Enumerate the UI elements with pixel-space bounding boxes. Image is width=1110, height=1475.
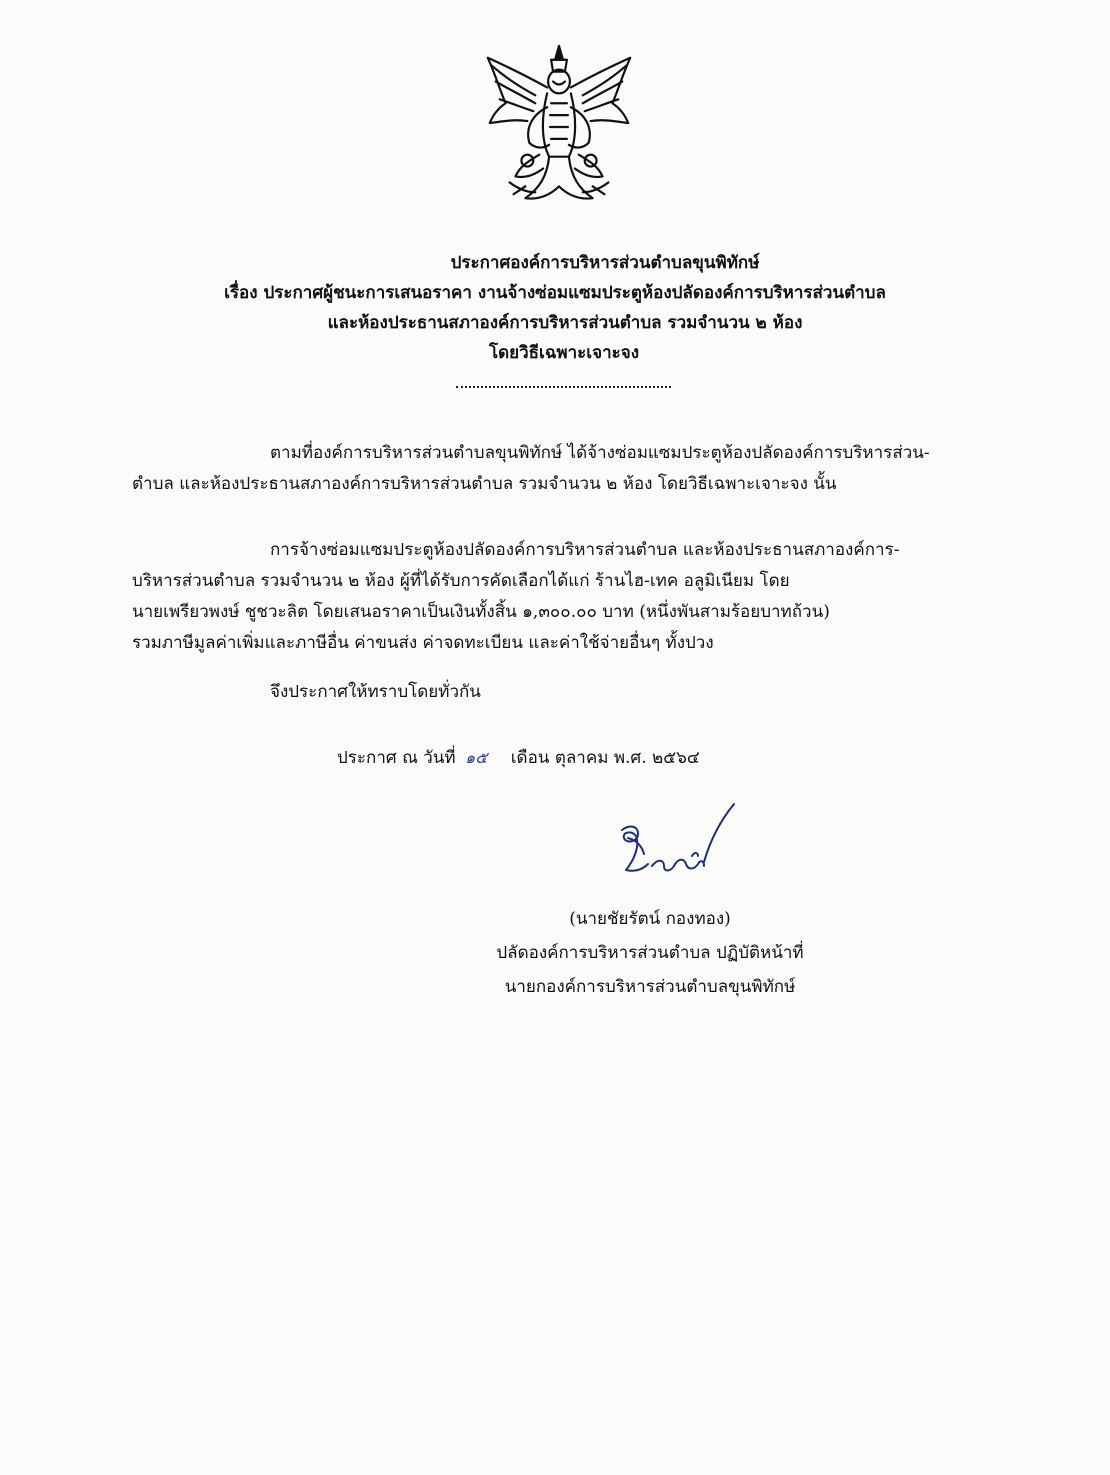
paragraph-1-line-1: ตามที่องค์การบริหารส่วนตำบลขุนพิทักษ์ ได้จ้างซ่อมแซมประตูห้องปลัดองค์การบริหารส่วน- — [270, 443, 930, 463]
announcement-header — [0, 248, 1110, 368]
announcement-method: โดยวิธีเฉพาะเจาะจง — [488, 343, 640, 363]
date-month: ตุลาคม — [554, 748, 609, 768]
date-year: พ.ศ. ๒๕๖๔ — [613, 748, 700, 768]
date-day-handwritten: ๑๕ — [465, 748, 488, 767]
closing-statement: จึงประกาศให้ทราบโดยทั่วกัน — [270, 682, 481, 702]
signatory-name: (นายชัยรัตน์ กองทอง) — [569, 909, 731, 929]
paragraph-2-line-2: บริหารส่วนตำบล รวมจำนวน ๒ ห้อง ผู้ที่ได้รับการคัดเลือกได้แก่ ร้านไฮ-เทค อลูมิเนียม โดย — [132, 571, 790, 591]
signatory-block — [470, 902, 830, 1004]
paragraph-2-line-1: การจ้างซ่อมแซมประตูห้องปลัดองค์การบริหารส่วนตำบล และห้องประธานสภาองค์การ- — [270, 540, 900, 560]
handwritten-signature — [608, 800, 748, 890]
signatory-title-1: ปลัดองค์การบริหารส่วนตำบล ปฏิบัติหน้าที่ — [496, 943, 804, 963]
paragraph-2-line-4: รวมภาษีมูลค่าเพิ่มและภาษีอื่น ค่าขนส่ง ค่าจดทะเบียน และค่าใช้จ่ายอื่นๆ ทั้งปวง — [132, 633, 714, 653]
announcement-subject-cont: และห้องประธานสภาองค์การบริหารส่วนตำบล รวมจำนวน ๒ ห้อง — [327, 313, 803, 333]
announcement-title: ประกาศองค์การบริหารส่วนตำบลขุนพิทักษ์ — [450, 253, 760, 273]
paragraph-1-line-2: ตำบล และห้องประธานสภาองค์การบริหารส่วนตำบล รวมจำนวน ๒ ห้อง โดยวิธีเฉพาะเจาะจง นั้น — [132, 474, 837, 494]
dotted-separator — [456, 386, 671, 388]
paragraph-1 — [132, 438, 1012, 500]
paragraph-2 — [132, 535, 1012, 659]
date-prefix: ประกาศ ณ วันที่ — [337, 748, 456, 768]
paragraph-2-line-3: นายเพรียวพงษ์ ชูชวะลิต โดยเสนอราคาเป็นเงินทั้งสิ้น ๑,๓๐๐.๐๐ บาท (หนึ่งพันสามร้อยบาทถ้วน) — [132, 602, 830, 622]
announcement-date — [337, 744, 700, 771]
date-month-label: เดือน — [510, 748, 550, 768]
garuda-emblem-icon — [470, 38, 648, 216]
announcement-subject: เรื่อง ประกาศผู้ชนะการเสนอราคา งานจ้างซ่อมแซมประตูห้องปลัดองค์การบริหารส่วนตำบล — [224, 283, 886, 303]
signatory-title-2: นายกองค์การบริหารส่วนตำบลขุนพิทักษ์ — [504, 977, 796, 997]
